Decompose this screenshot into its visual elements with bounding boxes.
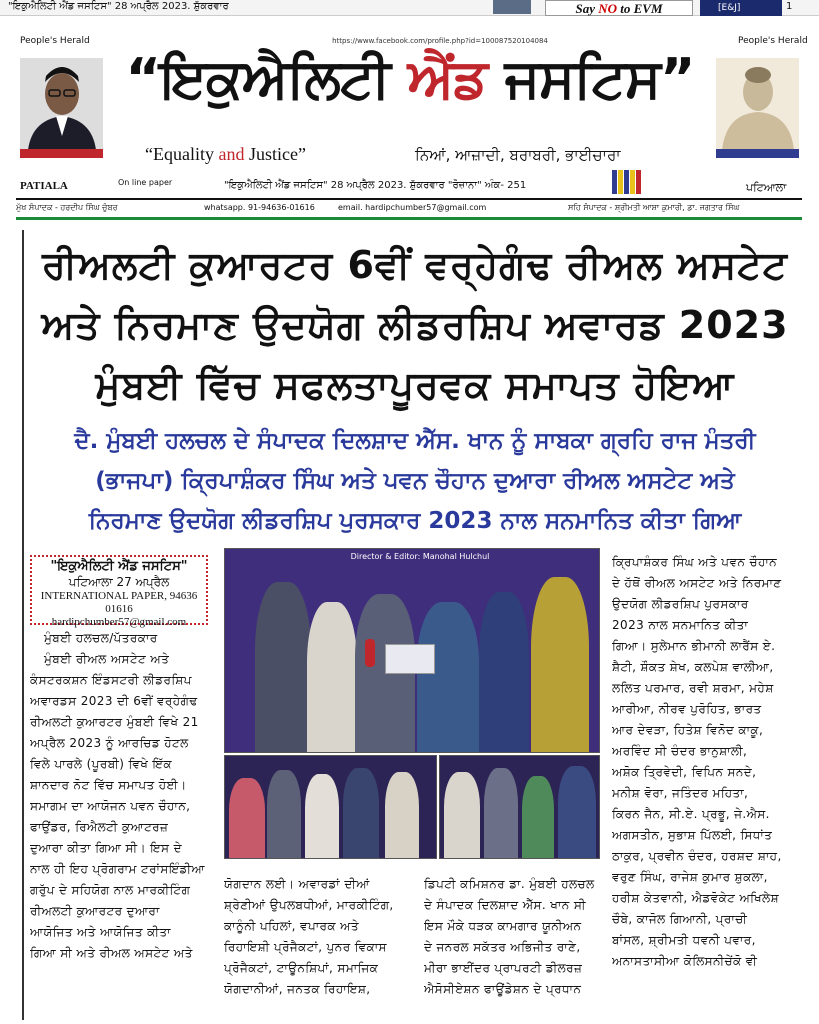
divider: [16, 198, 802, 200]
text-line: ਫਾਉਂਡਰ, ਰਿਐਲਟੀ ਕੁਆਟਰਜ਼: [30, 820, 169, 834]
lamp-lighting-photo: [224, 755, 437, 859]
text-line: ਮੁੰਬਈ ਰੀਅਲ ਅਸਟੇਟ ਅਤੇ: [44, 652, 170, 666]
box-email[interactable]: hardipchumber57@gmail.com: [51, 616, 187, 628]
article-column-middle-2: [424, 874, 600, 1024]
ej-logo-badge: [E&J]: [700, 0, 782, 16]
text-line: ਹਰੀਸ਼ ਕੇਤਵਾਨੀ, ਐਡਵੋਕੇਟ ਅਖਿਲੇਸ਼: [612, 891, 779, 905]
text-line: ਗਿਆ। ਸੁਲੇਮਾਨ ਭੀਮਾਨੀ ਲਾਰੈਂਸ ਏ.: [612, 639, 776, 653]
text-line: ਮੀਰਾ ਭਾਈਂਦਰ ਪ੍ਰਾਪਰਟੀ ਡੀਲਰਜ਼: [424, 961, 583, 975]
text-line: ਅਸ਼ੋਕ ਤ੍ਰਿਵੇਦੀ, ਵਿਪਿਨ ਸਨਦੇ,: [612, 765, 757, 779]
award-ceremony-photo: [224, 548, 600, 753]
column-rule: [22, 230, 24, 1020]
text-line: ਸ਼ਾਨਦਾਰ ਨੋਟ ਵਿੱਚ ਸਮਾਪਤ ਹੋਈ।: [30, 778, 187, 792]
text-line: ਆਯੋਜਿਤ ਅਤੇ ਆਯੋਜਿਤ ਕੀਤਾ: [30, 925, 171, 939]
text-line: ਆਰੀਆ, ਨੀਰਵ ਪੁਰੋਹਿਤ, ਭਾਰਤ: [612, 702, 762, 716]
box-paper-name: "ਇਕੁਐਲਿਟੀ ਐਂਡ ਜਸਟਿਸ": [50, 559, 188, 574]
motto: ਨਿਆਂ, ਆਜ਼ਾਦੀ, ਬਰਾਬਰੀ, ਭਾਈਚਾਰਾ: [415, 146, 621, 164]
text-line: ਦੁਆਰਾ ਕੀਤਾ ਗਿਆ ਸੀ। ਇਸ ਦੇ: [30, 841, 182, 855]
city-english: PATIALA: [20, 180, 68, 192]
text-line: 2023 ਨਾਲ ਸਨਮਾਨਿਤ ਕੀਤਾ: [612, 618, 749, 632]
text-line: ਚੌਬੇ, ਕਾਜੋਲ ਗਿਆਨੀ, ਪ੍ਰਾਚੀ: [612, 912, 748, 926]
text-line: ਬਾਂਸਲ, ਸ਼੍ਰੀਮਤੀ ਧਵਨੀ ਪਵਾਰ,: [612, 933, 756, 947]
top-dateline: "ਇਕੁਐਲਿਟੀ ਐਂਡ ਜਸਟਿਸ" 28 ਅਪ੍ਰੈਲ 2023. ਸ਼ੁੱਕਰਵਾਰ: [8, 1, 229, 12]
text-line: ਕੰਸਟਰਕਸ਼ਨ ਇੰਡਸਟਰੀ ਲੀਡਰਸ਼ਿਪ: [30, 673, 192, 687]
facebook-url[interactable]: https://www.facebook.com/profile.php?id=100087520104084: [332, 37, 548, 45]
text-line: ਅਰਵਿੰਦ ਸੀ ਚੰਦਰ ਭਾਨੁਸ਼ਾਲੀ,: [612, 744, 748, 758]
text-line: ਲਲਿਤ ਪਰਮਾਰ, ਰਵੀ ਸ਼ਰਮਾ, ਮਹੇਸ਼: [612, 681, 774, 695]
text-line: ਐਸੋਸੀਏਸ਼ਨ ਫਾਊਂਡੇਸ਼ਨ ਦੇ ਪ੍ਰਧਾਨ: [424, 982, 582, 996]
text-line: ਗਰੁੱਪ ਦੇ ਸਹਿਯੋਗ ਨਾਲ ਮਾਰਕੀਟਿੰਗ: [30, 883, 191, 897]
text-line: ਕਾਨੂੰਨੀ ਪਹਿਲਾਂ, ਵਪਾਰਕ ਅਤੇ: [224, 919, 359, 933]
text-line: ਦੇ ਹੱਥੋਂ ਰੀਅਲ ਅਸਟੇਟ ਅਤੇ ਨਿਰਮਾਣ: [612, 576, 782, 590]
text-line: ਦੇ ਸੰਪਾਦਕ ਦਿਲਸ਼ਾਦ ਐੱਸ. ਖਾਨ ਸੀ: [424, 898, 586, 912]
text-line: ਯੋਗਦਾਨ ਲਈ। ਅਵਾਰਡਾਂ ਦੀਆਂ: [224, 877, 370, 891]
text-line: ਯੋਗਦਾਨੀਆਂ, ਜਨਤਕ ਰਿਹਾਇਸ਼,: [224, 982, 371, 996]
box-intl-paper: INTERNATIONAL PAPER, 94636 01616: [40, 590, 198, 615]
article-column-middle: [224, 874, 434, 1024]
text-line: ਮੁੰਬਈ ਹਲਚਲ/ਪੱਤਰਕਾਰ: [44, 631, 158, 645]
text-line: ਅਵਾਰਡਸ 2023 ਦੀ 6ਵੀਂ ਵਰ੍ਹੇਗੰਢ: [30, 694, 198, 708]
text-line: ਉਦਯੋਗ ਲੀਡਰਸ਼ਿਪ ਪੁਰਸਕਾਰ: [612, 597, 749, 611]
text-line: ਵਿਲੇ ਪਾਰਲੇ (ਪੂਰਬੀ) ਵਿਖੇ ਇੱਕ: [30, 757, 172, 771]
text-line: ਸਮਾਗਮ ਦਾ ਆਯੋਜਨ ਪਵਨ ਚੌਹਾਨ,: [30, 799, 191, 813]
english-title: “Equality and Justice”: [145, 144, 306, 164]
article-column-left: [30, 628, 214, 1022]
subheadline-line-1: ਦੈ. ਮੁੰਬਈ ਹਲਚਲ ਦੇ ਸੰਪਾਦਕ ਦਿਲਸ਼ਾਦ ਐੱਸ. ਖਾਨ ਨੂੰ ਸਾਬਕਾ ਗ੍ਰਹਿ ਰਾਜ ਮੰਤਰੀ: [74, 428, 756, 454]
text-line: ਕ੍ਰਿਪਾਸ਼ੰਕਰ ਸਿੰਘ ਅਤੇ ਪਵਨ ਚੌਹਾਨ: [612, 555, 778, 569]
peoples-herald-right: People's Herald: [738, 36, 808, 46]
text-line: ਮਨੀਸ਼ ਵੋਰਾ, ਜਤਿੰਦਰ ਮਹਿਤਾ,: [612, 786, 749, 800]
city-punjabi: ਪਟਿਆਲਾ: [746, 181, 787, 194]
text-line: ਇਸ ਮੌਕੇ ਧੜਕ ਕਾਮਗਾਰ ਯੂਨੀਅਨ: [424, 919, 582, 933]
contact-bar: [16, 201, 802, 214]
text-line: ਪ੍ਰੋਜੈਕਟਾਂ, ਟਾਊਨਸ਼ਿਪਾਂ, ਸਮਾਜਿਕ: [224, 961, 379, 975]
photo-caption: Director & Editor: Manohal Hulchul: [350, 552, 490, 561]
text-line: ਅਨਾਸਤਾਸੀਆ ਕੋਲਿਸਨੀਚੇਂਕੋ ਵੀ: [612, 954, 758, 968]
text-line: ਵਰੁਣ ਸਿੰਘ, ਰਾਜੇਸ਼ ਕੁਮਾਰ ਸ਼ੁਕਲਾ,: [612, 870, 768, 884]
text-line: ਰੀਅਲਟੀ ਕੁਆਰਟਰ ਦੁਆਰਾ: [30, 904, 160, 918]
email-address[interactable]: email. hardipchumber57@gmail.com: [338, 203, 487, 212]
text-line: ਅਗਸਤੀਨ, ਸੁਭਾਸ਼ ਪਿੱਲਈ, ਸਿਧਾਂਤ: [612, 828, 773, 842]
text-line: ਗਿਆ ਸੀ ਅਤੇ ਰੀਅਲ ਅਸਟੇਟ ਅਤੇ: [30, 946, 193, 960]
masthead-dateline: "ਇਕੁਐਲਿਟੀ ਐਂਡ ਜਸਟਿਸ" 28 ਅਪ੍ਰੈਲ 2023. ਸ਼ੁੱਕਰਵਾਰ "ਰੋਜ਼ਾਨਾ" ਅੰਕ- 251: [224, 180, 527, 191]
text-line: ਕਿਰਨ ਜੈਨ, ਸੀ.ਏ. ਪ੍ਰਭੂ, ਜੇ.ਐਸ.: [612, 807, 770, 821]
portrait-right: [716, 58, 799, 158]
page-number: 1: [786, 1, 793, 12]
text-line: ਨਾਲ ਹੀ ਇਹ ਪ੍ਰੋਗਰਾਮ ਟਰਾਂਸਇੰਡੀਆ: [30, 862, 205, 876]
online-paper-label: On line paper: [118, 178, 173, 187]
headline-line-3: ਮੁੰਬਈ ਵਿੱਚ ਸਫਲਤਾਪੂਰਵਕ ਸਮਾਪਤ ਹੋਇਆ: [95, 363, 735, 407]
newspaper-title: “ਇਕੁਐਲਿਟੀ ਐਂਡ ਜਸਟਿਸ”: [125, 47, 695, 110]
subheadline-line-3: ਨਿਰਮਾਣ ਉਦਯੋਗ ਲੀਡਰਸ਼ਿਪ ਪੁਰਸਕਾਰ 2023 ਨਾਲ ਸਨਮਾਨਿਤ ਕੀਤਾ ਗਿਆ: [88, 508, 742, 534]
box-place-date: ਪਟਿਆਲਾ 27 ਅਪ੍ਰੈਲ: [68, 575, 170, 589]
whatsapp-number: whatsapp. 91-94636-01616: [204, 203, 315, 212]
thumbnail-image: [493, 0, 531, 14]
text-line: ਰਿਹਾਇਸ਼ੀ ਪ੍ਰੋਜੈਕਟਾਂ, ਪੁਨਰ ਵਿਕਾਸ: [224, 940, 387, 954]
award-group-photo: [439, 755, 600, 859]
divider-green: [16, 217, 802, 220]
headline-line-1: ਰੀਅਲਟੀ ਕੁਆਰਟਰ 6ਵੀਂ ਵਰ੍ਹੇਗੰਢ ਰੀਅਲ ਅਸਟੇਟ: [42, 243, 788, 287]
text-line: ਸ਼੍ਰੇਣੀਆਂ ਉਪਲਬਧੀਆਂ, ਮਾਰਕੀਟਿੰਗ,: [224, 898, 394, 912]
text-line: ਠਾਕੁਰ, ਪ੍ਰਵੀਨ ਚੰਦਰ, ਹਰਸ਼ਦ ਸ਼ਾਹ,: [612, 849, 782, 863]
say-no-to-evm-banner: Say NO to EVM: [545, 0, 693, 16]
article-column-right: [612, 552, 808, 1024]
portrait-left: [20, 58, 103, 158]
headline-line-2: ਅਤੇ ਨਿਰਮਾਣ ਉਦਯੋਗ ਲੀਡਰਸ਼ਿਪ ਅਵਾਰਡ 2023: [41, 303, 789, 347]
dateline-box: [30, 555, 208, 628]
text-line: ਸ਼ੈਟੀ, ਸ਼ੌਕਤ ਸ਼ੇਖ, ਕਲਪੇਸ਼ ਵਾਲੀਆ,: [612, 660, 774, 674]
text-line: ਅਪ੍ਰੈਲ 2023 ਨੂੰ ਆਰਚਿਡ ਹੋਟਲ: [30, 736, 189, 750]
text-line: ਆਰ ਦੇਵੜਾ, ਹਿਤੇਸ਼ ਵਿਨੋਦ ਕਾਕੂ,: [612, 723, 764, 737]
chief-editor: ਮੁੱਖ ਸੰਪਾਦਕ - ਹਰਦੀਪ ਸਿੰਘ ਚੁੰਬਰ: [16, 203, 118, 212]
ej-color-logo-icon: [612, 170, 642, 194]
text-line: ਦੇ ਜਨਰਲ ਸਕੱਤਰ ਅਭਿਜੀਤ ਰਾਣੇ,: [424, 940, 581, 954]
text-line: ਡਿਪਟੀ ਕਮਿਸ਼ਨਰ ਡਾ. ਮੁੰਬਈ ਹਲਚਲ: [424, 877, 595, 891]
peoples-herald-left: People's Herald: [20, 36, 90, 46]
co-editors: ਸਹਿ ਸੰਪਾਦਕ - ਸ਼੍ਰੀਮਤੀ ਆਸ਼ਾ ਕੁਮਾਰੀ, ਡਾ. ਜਗਤਾਰ ਸਿੰਘ: [568, 203, 740, 212]
text-line: ਰੀਅਲਟੀ ਕੁਆਰਟਰ ਮੁੰਬਈ ਵਿਖੇ 21: [30, 715, 199, 729]
subheadline-line-2: (ਭਾਜਪਾ) ਕ੍ਰਿਪਾਸ਼ੰਕਰ ਸਿੰਘ ਅਤੇ ਪਵਨ ਚੌਹਾਨ ਦੁਆਰਾ ਰੀਅਲ ਅਸਟੇਟ ਅਤੇ: [95, 468, 735, 494]
